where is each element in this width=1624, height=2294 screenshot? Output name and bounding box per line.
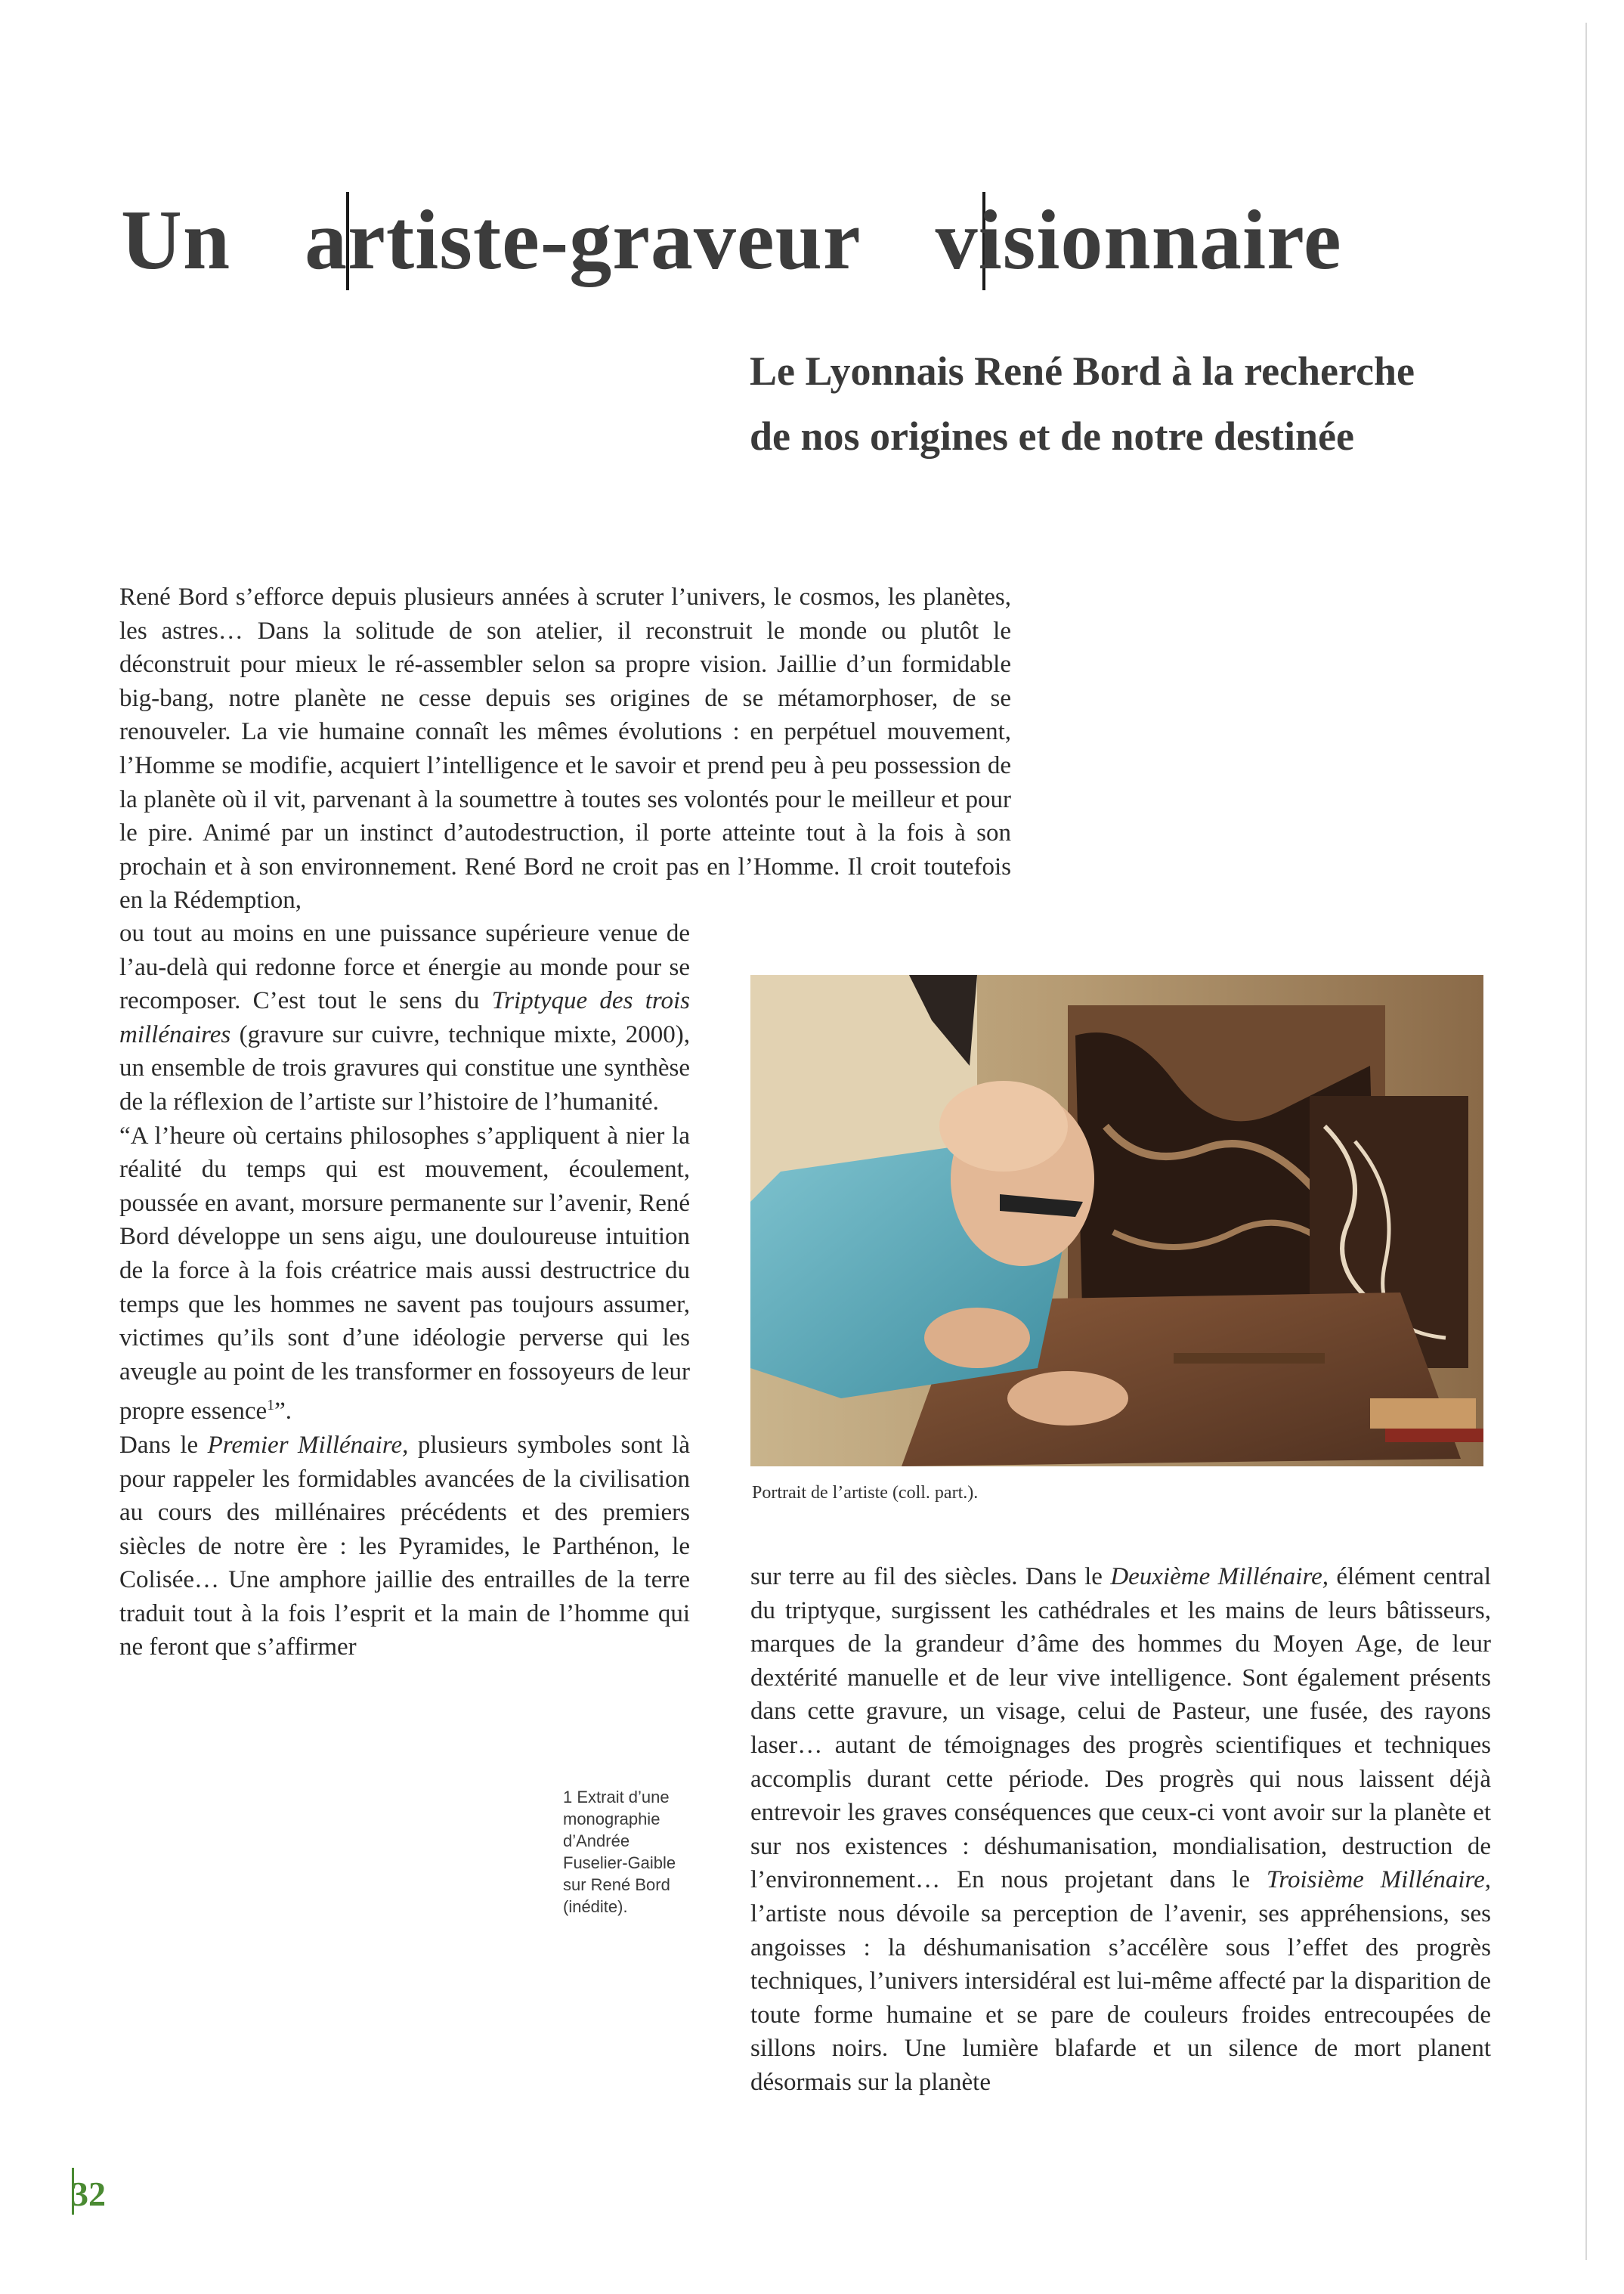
intro-text: René Bord s’efforce depuis plusieurs années à scruter l’univers, le cosmos, les planètes, les astres… Dans la solitude de son atelier, il reconstruit le monde ou plutôt le déconstruit pour mieux le ré-assembler selon sa propre vision. Jaillie d’un formidable big-bang, notre planète ne cesse depuis ses origines de se métamorphoser, de se renouveler. La vie humaine connaît les mêmes évolutions : en perpétuel mouvement, l’Homme se modifie, acquiert l’intelligence et le savoir et prend peu à peu possession de la planète où il vit, parvenant à la soumettre à toutes ses volontés pour le meilleur et pour le pire. Animé par un instinct d’autodestruction, il porte atteinte tout à la fois à son prochain et à son environnement. René Bord ne croit pas en l’Homme. Il croit toutefois en la Rédemption, [119,584,1011,915]
artwork-title: Triptyque des trois millénaires [119,987,690,1048]
footnote-line: sur René Bord [563,1875,670,1894]
footnote-line: (inédite). [563,1897,628,1916]
paragraph-triptyque [119,917,690,1119]
quote-end: ”. [274,1398,292,1426]
title-word-3: visionnaire [935,193,1342,287]
artwork-title: Premier Millénaire, [207,1431,409,1459]
title-word-1: Un [121,193,231,287]
quote-text: “A l’heure où certains philosophes s’appliquent à nier la réalité du temps qui est mouvement, écoulement, poussée en avant, morsure permanente sur l’avenir, René Bord développe un sens aigu, une douloureuse intuition de la force à la fois créatrice mais aussi destructrice du temps que les hommes ne savent pas toujours assumer, victimes qu’ils sont d’une idéologie perverse qui les aveugle au point de les transformer en fossoyeurs de leur propre essence [119,1122,690,1426]
paragraph-deuxieme [750,1560,1491,2100]
footnote [563,1786,737,1918]
article-subtitle [750,339,1520,469]
footnote-line: 1 Extrait d’une [563,1788,670,1806]
subtitle-line-2: de nos origines et de notre destinée [750,413,1354,459]
paragraph-quote [119,1119,690,1429]
paragraph-premier [119,1429,690,1664]
footnote-line: d’Andrée [563,1831,630,1850]
artist-portrait-photo [750,975,1483,1466]
paragraph-text: l’artiste nous dévoile sa perception de l’avenir, ses appréhensions, ses angoisses : la déshumanisation s’accélère sous l’effet des progrès techniques, l’univers intersidéral est lui-même affecté par la disparition de toute forme humaine et se pare de couleurs froides entrecoupées de sillons noirs. Une lumière blafarde et un silence de mort planent désormais sur la planète [750,1899,1491,2096]
footnote-line: monographie [563,1810,660,1828]
right-column [750,1560,1491,2100]
paragraph-text: Dans le [119,1431,208,1459]
title-word-2: artiste-graveur [305,193,861,287]
paragraph-text: élément central du triptyque, surgissent les cathédrales et les mains de leurs bâtisseurs, marques de la grandeur d’âme des hommes du Moyen Age, de leur dextérité manuelle et de leur vive intelligence. Sont également présents dans cette gravure, un visage, celui de Pasteur, une fusée, des rayons laser… autant de témoignages des progrès scientifiques et techniques accomplis durant cette période. Des progrès qui nous laissent déjà entrevoir les graves conséquences que ceux-ci vont avoir sur la planète et sur nos existences : déshumanisation, mondialisation, destruction de l’environnement… En nous projetant dans le [750,1563,1491,1894]
footnote-ref: 1 [267,1397,275,1414]
paragraph-text: ou tout au moins en une puissance supérieure venue de l’au-delà qui redonne force et énergie au monde pour se recomposer. C’est tout le sens du [119,920,690,1015]
subtitle-line-1: Le Lyonnais René Bord à la recherche [750,348,1415,394]
paragraph-text: (gravure sur cuivre, technique mixte, 2000), un ensemble de trois gravures qui constitue une synthèse de la réflexion de l’artiste sur l’histoire de l’humanité. [119,1020,690,1116]
intro-paragraph [119,580,1011,918]
footnote-line: Fuselier-Gaible [563,1853,676,1872]
left-column [119,917,690,1664]
page-number: 32 [71,2175,106,2213]
photo-caption: Portrait de l’artiste (coll. part.). [752,1483,979,1503]
page-edge-line [1585,23,1587,2260]
paragraph-text: sur terre au fil des siècles. Dans le [750,1563,1111,1590]
paragraph-text: plusieurs symboles sont là pour rappeler les formidables avancées de la civilisation au cours des millénaires précédents et des premiers siècles de notre ère : les Pyramides, le Parthénon, le Colisée… Une amphore jaillie des entrailles de la terre traduit tout à la fois l’esprit et la main de l’homme qui ne feront que s’affirmer [119,1431,690,1661]
article-title [121,193,1342,287]
artwork-title: Deuxième Millénaire, [1110,1563,1329,1590]
artwork-title: Troisième Millénaire, [1266,1866,1492,1894]
